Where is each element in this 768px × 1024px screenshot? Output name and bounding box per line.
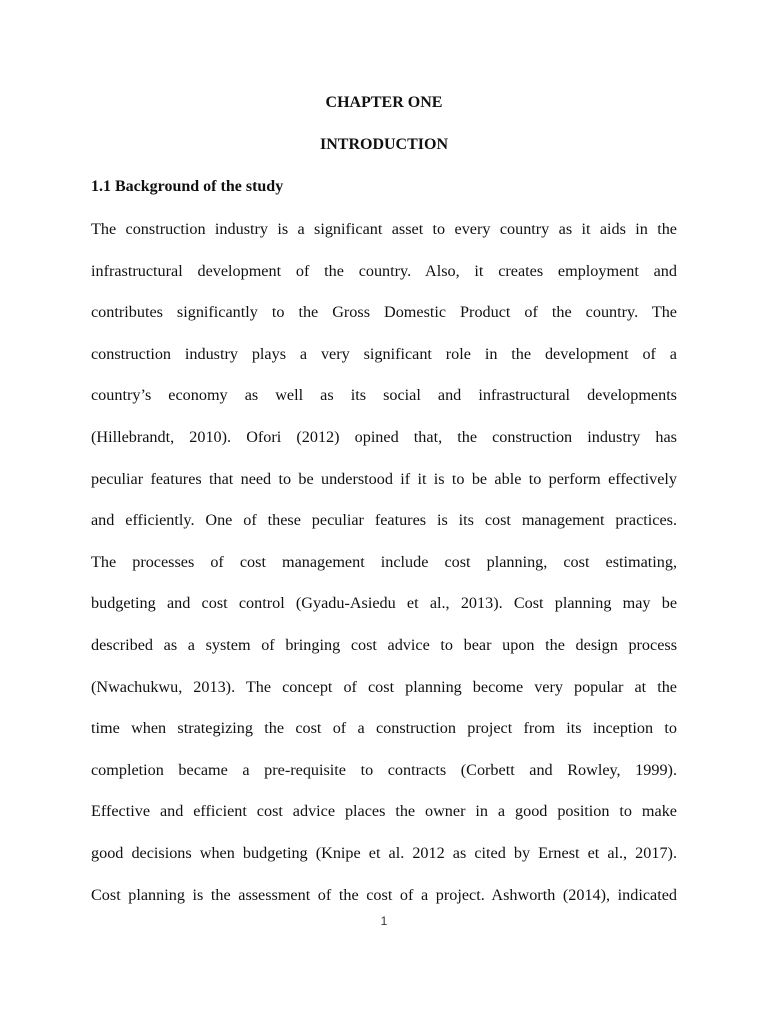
text-line: (Hillebrandt, 2010). Ofori (2012) opined that, the construction industry has xyxy=(91,427,677,446)
text-line: infrastructural development of the country. Also, it creates employment and xyxy=(91,261,677,280)
text-line: time when strategizing the cost of a construction project from its inception to xyxy=(91,719,677,738)
text-line: construction industry plays a very significant role in the development of a xyxy=(91,344,677,363)
text-line: peculiar features that need to be understood if it is to be able to perform effectively xyxy=(91,469,677,488)
page-number: 1 xyxy=(380,914,388,928)
text-line: good decisions when budgeting (Knipe et al. 2012 as cited by Ernest et al., 2017). xyxy=(91,843,677,862)
subsection-heading: 1.1 Background of the study xyxy=(91,178,284,195)
text-line: The processes of cost management include cost planning, cost estimating, xyxy=(91,552,677,571)
text-line: country’s economy as well as its social and infrastructural developments xyxy=(91,386,677,405)
section-heading: INTRODUCTION xyxy=(319,136,448,153)
chapter-title: CHAPTER ONE xyxy=(325,94,443,111)
text-line: (Nwachukwu, 2013). The concept of cost planning become very popular at the xyxy=(91,677,677,696)
text-line: Cost planning is the assessment of the cost of a project. Ashworth (2014), indicated xyxy=(91,885,677,904)
text-line: contributes significantly to the Gross Domestic Product of the country. The xyxy=(91,303,677,322)
text-line: and efficiently. One of these peculiar features is its cost management practices. xyxy=(91,511,677,530)
body-paragraph xyxy=(91,218,677,925)
text-line: described as a system of bringing cost advice to bear upon the design process xyxy=(91,635,677,654)
text-line: The construction industry is a significant asset to every country as it aids in the xyxy=(91,220,677,238)
text-line: Effective and efficient cost advice places the owner in a good position to make xyxy=(91,802,677,821)
text-line: budgeting and cost control (Gyadu-Asiedu et al., 2013). Cost planning may be xyxy=(91,594,677,613)
text-line: completion became a pre-requisite to contracts (Corbett and Rowley, 1999). xyxy=(91,760,677,779)
